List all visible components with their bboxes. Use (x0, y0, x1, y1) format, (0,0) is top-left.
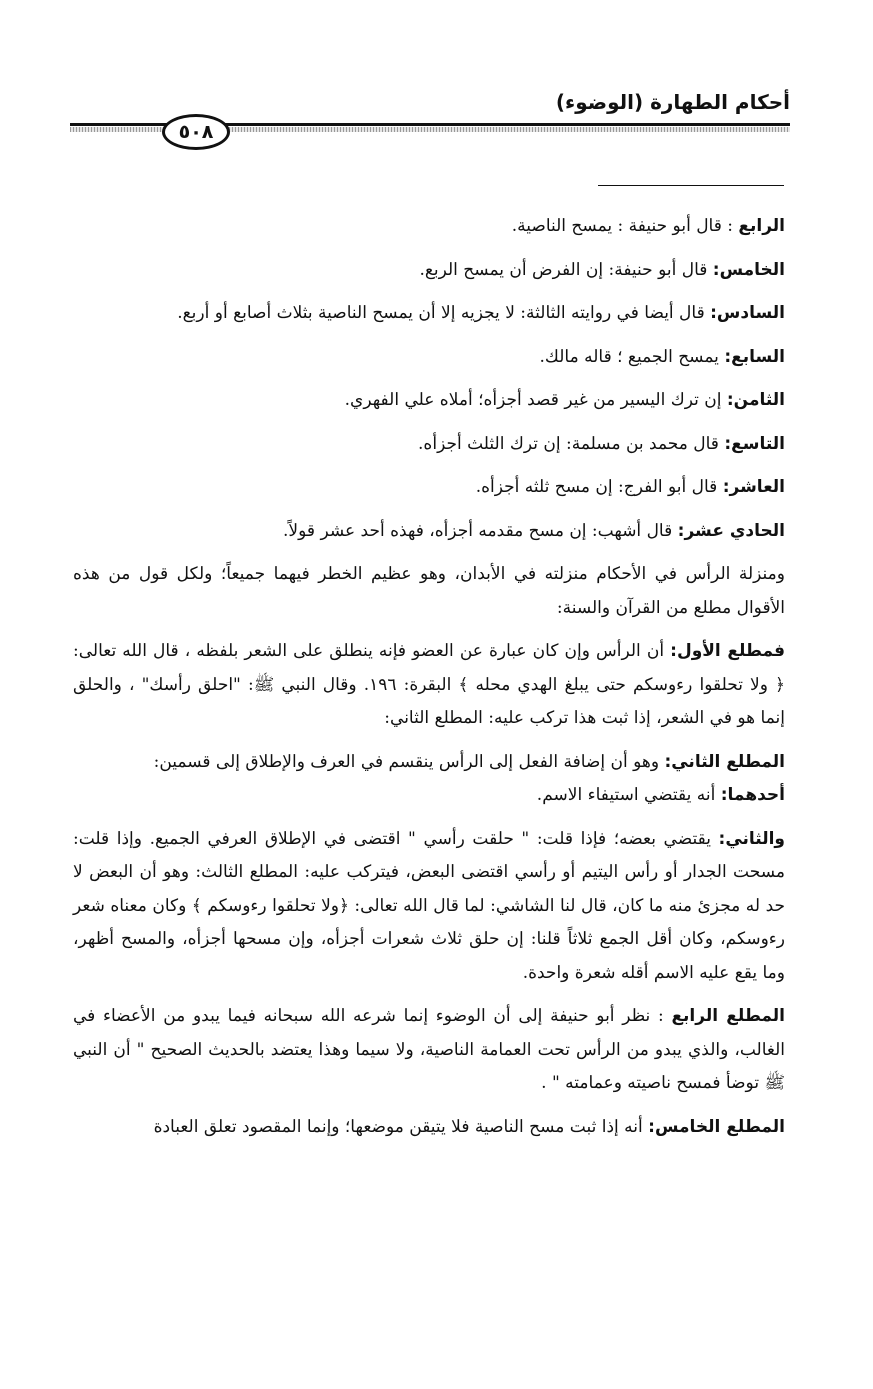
paragraph-heading: الثامن: (726, 390, 785, 410)
paragraph (73, 471, 785, 505)
paragraph-heading: أحدهما: (720, 785, 785, 805)
paragraph-heading: السابع: (724, 346, 785, 367)
top-rule (598, 185, 784, 186)
paragraph (73, 254, 785, 288)
paragraph-text: وهو أن إضافة الفعل إلى الرأس ينقسم في العرف والإطلاق إلى قسمين: (153, 751, 665, 772)
paragraph-text: إن ترك اليسير من غير قصد أجزأه؛ أملاه علي الفهري. (344, 390, 727, 410)
paragraph-text: قال محمد بن مسلمة: إن ترك الثلث أجزأه. (418, 433, 725, 454)
paragraph-text: يقتضي بعضه؛ فإذا قلت: " حلقت رأسي " اقتضى في الإطلاق العرفي الجميع. وإذا قلت: مسحت الجدار أو رأس اليتيم أو رأسي اقتضى البعض، فيتركب عليه: المطلع الثالث: وهو أن البعض لا حد له مجزئ منه ما كان، قال لنا الشاشي: لما قال الله تعالى: ﴿ولا تحلقوا رءوسكم ﴾ وكان معناه شعر رءوسكم، وكان أقل الجمع ثلاثاً قلنا: إن حلق ثلاث شعرات أجزأه، وإن مسحها أجزأه، والمسح أظهر، وما يقع عليه الاسم أقله شعرة واحدة. (73, 828, 785, 983)
paragraph-text: أنه يقتضي استيفاء الاسم. (536, 785, 721, 805)
paragraph (73, 384, 785, 418)
page-number: ٥٠٨ (178, 121, 214, 143)
page-header (70, 84, 790, 154)
paragraph (73, 1111, 785, 1145)
paragraph-text: : قال أبو حنيفة : يمسح الناصية. (511, 216, 739, 236)
paragraph (73, 558, 785, 625)
paragraph-text: قال أبو حنيفة: إن الفرض أن يمسح الربع. (419, 259, 713, 280)
paragraph (73, 297, 785, 331)
paragraph (73, 428, 785, 462)
paragraph-text: ومنزلة الرأس في الأحكام منزلته في الأبدان، وهو عظيم الخطر فيهما جميعاً؛ ولكل قول من هذه الأقوال مطلع من القرآن والسنة: (73, 564, 785, 618)
paragraph (73, 779, 785, 813)
paragraph-heading: السادس: (710, 303, 785, 323)
paragraph-heading: فمطلع الأول: (670, 641, 785, 661)
paragraph-heading: الحادي عشر: (677, 520, 785, 541)
running-title: أحكام الطهارة (الوضوء) (555, 90, 790, 114)
paragraph-heading: المطلع الثاني: (664, 751, 785, 772)
paragraph (73, 515, 785, 549)
paragraph-heading: العاشر: (722, 477, 785, 497)
paragraph-heading: الرابع (738, 216, 785, 236)
paragraph-text: قال أيضا في روايته الثالثة: لا يجزيه إلا أن يمسح الناصية بثلاث أصابع أو أربع. (177, 303, 711, 323)
paragraph-text: يمسح الجميع ؛ قاله مالك. (539, 346, 725, 367)
paragraph (73, 823, 785, 991)
paragraph-heading: والثاني: (718, 828, 785, 849)
paragraph (73, 341, 785, 375)
paragraph (73, 635, 785, 736)
paragraph-heading: الخامس: (712, 259, 785, 280)
paragraph (73, 1000, 785, 1101)
main-text (73, 210, 785, 1154)
paragraph-heading: المطلع الرابع (671, 1006, 785, 1026)
paragraph-text: قال أشهب: إن مسح مقدمه أجزأه، فهذه أحد عشر قولاً. (283, 520, 678, 541)
paragraph (73, 210, 785, 244)
paragraph-text: أنه إذا ثبت مسح الناصية فلا يتيقن موضعها؛ وإنما المقصود تعلق العبادة (153, 1116, 649, 1137)
page-number-badge (162, 114, 230, 150)
paragraph-text: قال أبو الفرج: إن مسح ثلثه أجزأه. (475, 477, 723, 497)
paragraph-heading: المطلع الخامس: (648, 1116, 785, 1137)
paragraph-text: أن الرأس وإن كان عبارة عن العضو فإنه ينطلق على الشعر بلفظه ، قال الله تعالى: ﴿ ولا تحلقوا رءوسكم حتى يبلغ الهدي محله ﴾ البقرة: ١٩٦. وقال النبي ﷺ: "احلق رأسك" ، والحلق إنما هو في الشعر، إذا ثبت هذا تركب عليه: المطلع الثاني: (73, 641, 785, 728)
paragraph (73, 746, 785, 780)
paragraph-heading: التاسع: (724, 433, 785, 454)
paragraph-text: : نظر أبو حنيفة إلى أن الوضوء إنما شرعه الله سبحانه فيما يبدو من الأعضاء في الغالب، والذي يبدو من الرأس تحت العمامة الناصية، ولا سيما وهذا يعتضد بالحديث الصحيح " أن النبي ﷺ توضأ فمسح ناصيته وعمامته " . (73, 1006, 785, 1093)
